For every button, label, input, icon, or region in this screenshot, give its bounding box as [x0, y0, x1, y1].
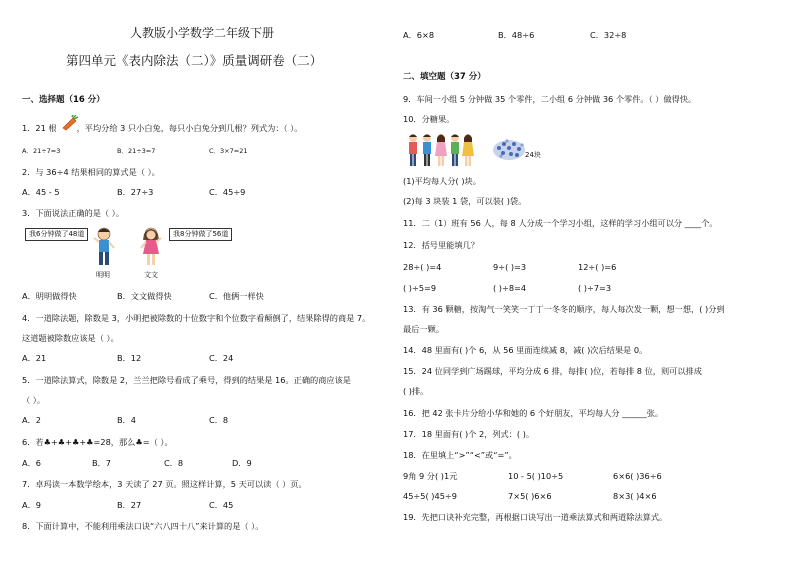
candy-count-label: 24块	[525, 151, 541, 159]
q8-option-a[interactable]: A．6×8	[403, 30, 435, 40]
question-17: 17．18 里面有( )个 2，列式：( )。	[403, 429, 535, 439]
q12-row2-item3[interactable]: ( )÷7=3	[578, 283, 612, 293]
q2-option-b[interactable]: B．27÷3	[117, 187, 154, 197]
q4-option-c[interactable]: C．24	[209, 353, 234, 363]
carrot-icon	[60, 115, 78, 131]
q7-option-a[interactable]: A．9	[22, 500, 41, 510]
title-primary: 人教版小学数学二年级下册	[130, 26, 275, 40]
q7-option-b[interactable]: B．27	[117, 500, 142, 510]
question-4-line2: 这道题被除数应该是（ ）。	[22, 333, 119, 343]
question-18: 18．在里填上“>”“<”或“=”。	[403, 450, 517, 460]
q12-row1-item3[interactable]: 12÷( )=6	[578, 262, 617, 272]
q2-option-a[interactable]: A．45 - 5	[22, 187, 60, 197]
q1-text-a: 1．21 根	[22, 123, 57, 133]
boy-name-label: 明明	[96, 271, 110, 279]
q2-option-c[interactable]: C．45÷9	[209, 187, 246, 197]
q6-option-a[interactable]: A．6	[22, 458, 41, 468]
q1-option-c[interactable]: C．3×7=21	[209, 147, 248, 155]
q4-option-a[interactable]: A．21	[22, 353, 47, 363]
q6-option-b[interactable]: B．7	[92, 458, 112, 468]
girl-figure-icon	[139, 226, 163, 270]
q18-row1-item3[interactable]: 6×6( )36÷6	[613, 471, 662, 481]
q1-text-b: ，平均分给 3 只小白兔，每只小白兔分到几根？列式为：（ ）。	[76, 123, 303, 133]
q18-row1-item2[interactable]: 10 - 5( )10÷5	[508, 471, 564, 481]
question-10-part1: (1)平均每人分( )块。	[403, 176, 481, 186]
question-13-line1: 13．有 36 颗糖，按淘气一笑笑一丁丁一冬冬的顺序，每人每次发一颗，想一想，( )分到	[403, 304, 725, 314]
question-7: 7．卓玛读一本数学绘本，3 天读了 27 页。照这样计算，5 天可以读（ ）页。	[22, 479, 307, 489]
section-fill-heading: 二、填空题（37 分）	[403, 72, 486, 82]
speech-bubble-right: 我8分钟做了56道	[169, 228, 232, 241]
q3-option-a[interactable]: A．明明做得快	[22, 291, 77, 301]
question-15-line1: 15．24 位同学到广场踢球，平均分成 6 排，每排( )位，若每排 8 位，则可以排成	[403, 366, 702, 376]
q5-option-c[interactable]: C．8	[209, 415, 229, 425]
q12-row2-item1[interactable]: ( )÷5=9	[403, 283, 437, 293]
q12-row1-item1[interactable]: 28÷( )=4	[403, 262, 442, 272]
question-12: 12．括号里能填几？	[403, 240, 479, 250]
question-5-line1: 5．一道除法算式，除数是 2，兰兰把除号看成了乘号，得到的结果是 16。正确的商应该是	[22, 375, 351, 385]
question-5-line2: （ ）。	[22, 395, 46, 405]
q7-option-c[interactable]: C．45	[209, 500, 234, 510]
section-choice-heading: 一、选择题（16 分）	[22, 95, 105, 105]
q8-option-b[interactable]: B．48÷6	[498, 30, 535, 40]
q6-option-d[interactable]: D．9	[232, 458, 252, 468]
q1-option-a[interactable]: A．21÷7=3	[22, 147, 61, 155]
question-3: 3．下面说法正确的是（ ）。	[22, 208, 124, 218]
q18-row2-item1[interactable]: 45÷5( )45÷9	[403, 491, 457, 501]
question-10: 10．分糖果。	[403, 114, 455, 124]
q6-option-c[interactable]: C．8	[164, 458, 184, 468]
q4-option-b[interactable]: B．12	[117, 353, 142, 363]
question-6: 6．若♣+♣+♣+♣=28，那么♣=（ ）。	[22, 437, 173, 447]
question-13-line2: 最后一颗。	[403, 324, 444, 334]
q18-row1-item1[interactable]: 9角 9 分( )1元	[403, 471, 458, 481]
q3-option-b[interactable]: B．文文做得快	[117, 291, 172, 301]
q12-row2-item2[interactable]: ( )÷8=4	[493, 283, 527, 293]
children-group-icon	[405, 131, 475, 169]
candy-pile-icon	[491, 136, 527, 162]
boy-figure-icon	[92, 226, 116, 270]
question-4-line1: 4．一道除法题，除数是 3，小明把被除数的十位数字和个位数字看颠倒了，结果除得的商是 7。	[22, 313, 371, 323]
question-14: 14．48 里面有( )个 6，从 56 里面连续减 8，减( )次后结果是 0。	[403, 345, 648, 355]
question-19: 19．先把口诀补充完整，再根据口诀写出一道乘法算式和两道除法算式。	[403, 512, 668, 522]
q5-option-a[interactable]: A．2	[22, 415, 41, 425]
q3-option-c[interactable]: C．他俩一样快	[209, 291, 264, 301]
question-11: 11．二（1）班有 56 人，每 8 人分成一个学习小组，这样的学习小组可以分 ____个。	[403, 218, 718, 228]
q18-row2-item3[interactable]: 8×3( )4×6	[613, 491, 657, 501]
q5-option-b[interactable]: B．4	[117, 415, 137, 425]
title-secondary: 第四单元《表内除法（二）》质量调研卷（二）	[66, 53, 323, 68]
question-8: 8．下面计算中，不能利用乘法口诀“六八四十八”来计算的是（ ）。	[22, 521, 264, 531]
q18-row2-item2[interactable]: 7×5( )6×6	[508, 491, 552, 501]
q12-row1-item2[interactable]: 9÷( )=3	[493, 262, 527, 272]
question-15-line2: ( )排。	[403, 386, 429, 396]
question-9: 9．车间一小组 5 分钟做 35 个零件，二小组 6 分钟做 36 个零件。（ ）做得快。	[403, 94, 697, 104]
question-10-part2: (2)每 3 块装 1 袋，可以装( )袋。	[403, 196, 527, 206]
question-16: 16．把 42 张卡片分给小华和她的 6 个好朋友，平均每人分 ______张。	[403, 408, 664, 418]
question-2: 2．与 36÷4 结果相同的算式是（ ）。	[22, 167, 160, 177]
speech-bubble-left: 我6分钟做了48道	[25, 228, 88, 241]
girl-name-label: 文文	[144, 271, 158, 279]
q8-option-c[interactable]: C．32÷8	[590, 30, 627, 40]
q1-option-b[interactable]: B．21÷3=7	[117, 147, 156, 155]
